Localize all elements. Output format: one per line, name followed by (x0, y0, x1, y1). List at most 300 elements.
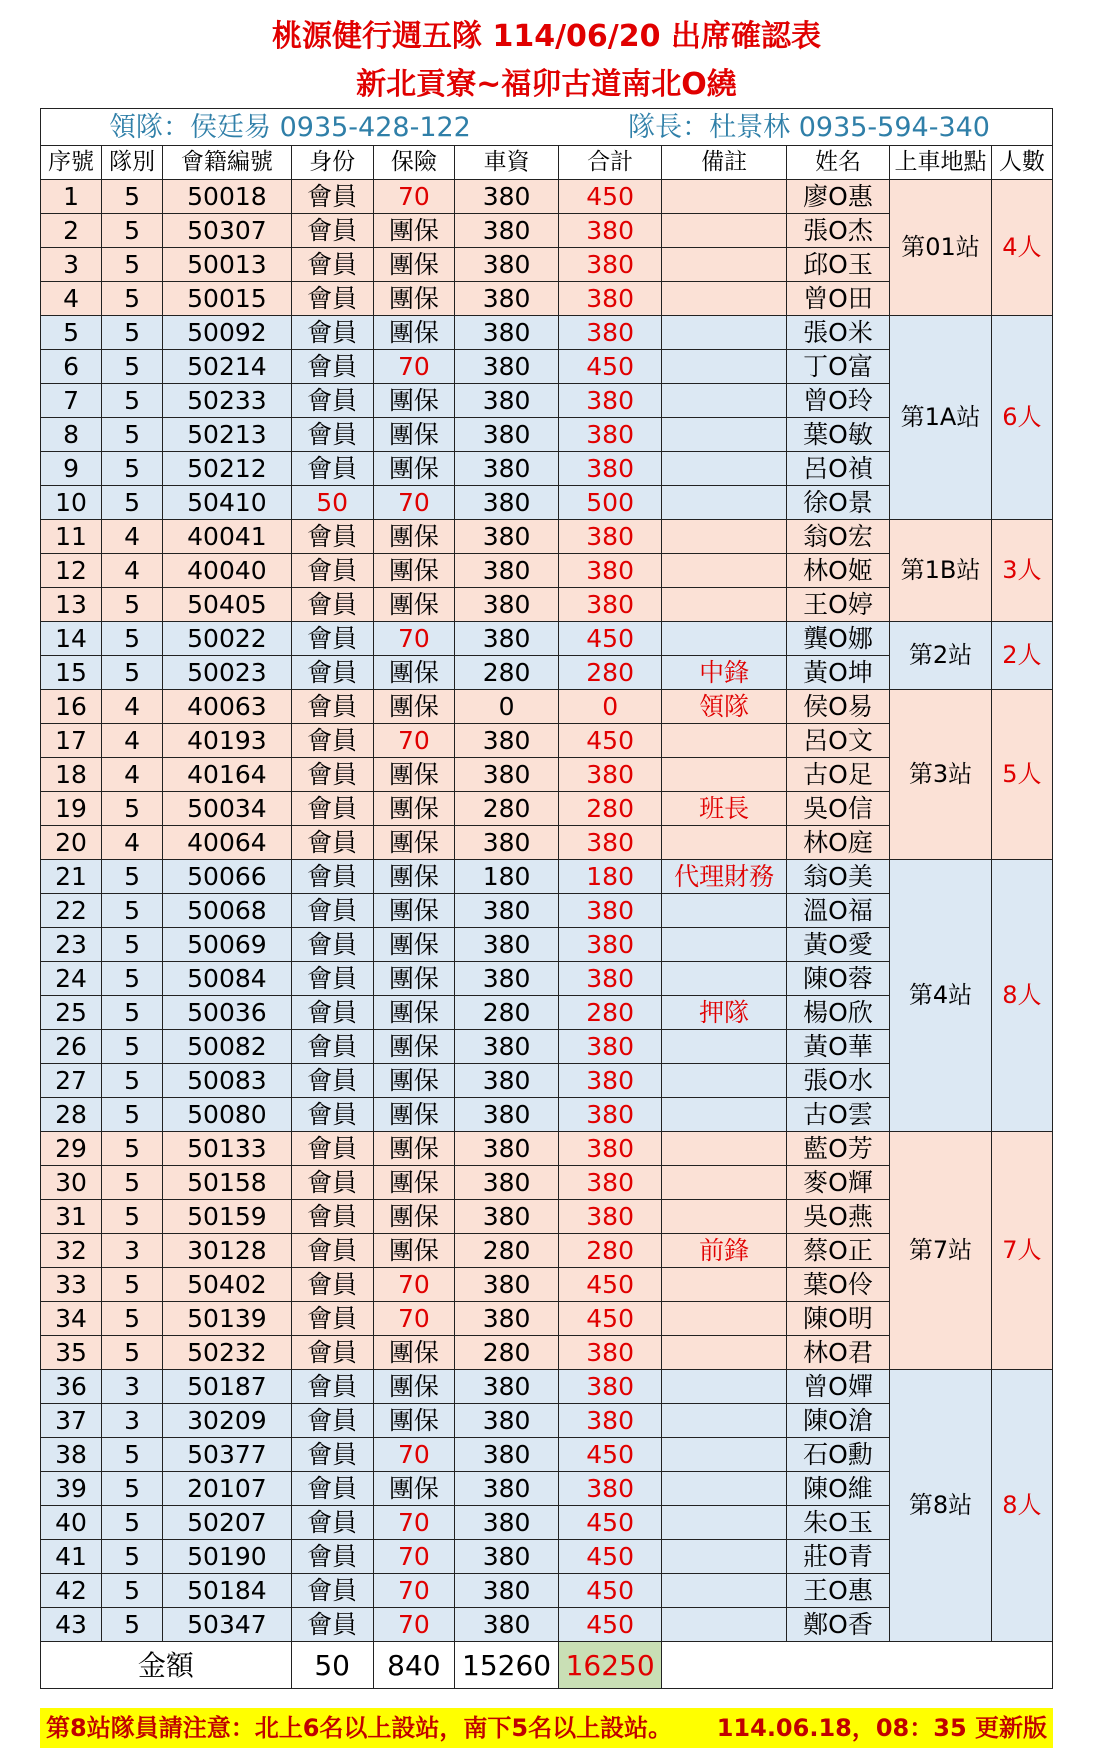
column-header: 序號 (41, 146, 102, 180)
cell-隊別: 5 (102, 1506, 163, 1540)
cell-車資: 380 (455, 248, 559, 282)
cell-合計: 280 (558, 1234, 662, 1268)
cell-姓名: 曾O玲 (786, 384, 890, 418)
cell-姓名: 吳O燕 (786, 1200, 890, 1234)
cell-合計: 380 (558, 1336, 662, 1370)
cell-身份: 會員 (291, 1098, 373, 1132)
cell-會籍編號: 50133 (163, 1132, 292, 1166)
cell-序號: 23 (41, 928, 102, 962)
cell-保險: 團保 (373, 928, 455, 962)
cell-備註 (662, 1574, 786, 1608)
cell-備註 (662, 1506, 786, 1540)
cell-合計: 380 (558, 316, 662, 350)
cell-合計: 500 (558, 486, 662, 520)
cell-車資: 380 (455, 1030, 559, 1064)
cell-合計: 380 (558, 1030, 662, 1064)
cell-序號: 30 (41, 1166, 102, 1200)
cell-合計: 450 (558, 1268, 662, 1302)
cell-備註 (662, 1404, 786, 1438)
cell-會籍編號: 50139 (163, 1302, 292, 1336)
cell-保險: 團保 (373, 316, 455, 350)
cell-姓名: 黃O愛 (786, 928, 890, 962)
cell-隊別: 5 (102, 1472, 163, 1506)
cell-會籍編號: 50307 (163, 214, 292, 248)
cell-姓名: 黃O華 (786, 1030, 890, 1064)
cell-備註 (662, 384, 786, 418)
cell-保險: 70 (373, 350, 455, 384)
cell-合計: 380 (558, 520, 662, 554)
headcount: 3人 (991, 520, 1052, 622)
cell-保險: 團保 (373, 452, 455, 486)
cell-身份: 會員 (291, 860, 373, 894)
cell-會籍編號: 40041 (163, 520, 292, 554)
cell-身份: 會員 (291, 1540, 373, 1574)
headcount: 4人 (991, 180, 1052, 316)
cell-保險: 團保 (373, 826, 455, 860)
cell-隊別: 5 (102, 1132, 163, 1166)
cell-身份: 會員 (291, 248, 373, 282)
cell-車資: 380 (455, 1506, 559, 1540)
cell-序號: 17 (41, 724, 102, 758)
leader-contact: 領隊：侯廷易 0935-428-122 (109, 111, 471, 143)
cell-車資: 380 (455, 282, 559, 316)
cell-隊別: 5 (102, 248, 163, 282)
cell-保險: 團保 (373, 996, 455, 1030)
cell-序號: 25 (41, 996, 102, 1030)
headcount: 7人 (991, 1132, 1052, 1370)
footer-banner (40, 1708, 1053, 1748)
cell-序號: 16 (41, 690, 102, 724)
cell-姓名: 張O杰 (786, 214, 890, 248)
table-row (41, 1370, 1053, 1404)
cell-序號: 9 (41, 452, 102, 486)
cell-隊別: 5 (102, 1336, 163, 1370)
cell-姓名: 邱O玉 (786, 248, 890, 282)
cell-身份: 會員 (291, 826, 373, 860)
cell-姓名: 廖O惠 (786, 180, 890, 214)
cell-身份: 會員 (291, 316, 373, 350)
cell-姓名: 林O君 (786, 1336, 890, 1370)
cell-隊別: 5 (102, 792, 163, 826)
cell-車資: 380 (455, 1608, 559, 1642)
cell-車資: 380 (455, 1098, 559, 1132)
cell-會籍編號: 20107 (163, 1472, 292, 1506)
cell-序號: 35 (41, 1336, 102, 1370)
summary-fare: 15260 (455, 1642, 559, 1689)
column-header: 隊別 (102, 146, 163, 180)
cell-合計: 380 (558, 1064, 662, 1098)
cell-合計: 380 (558, 248, 662, 282)
cell-車資: 380 (455, 1302, 559, 1336)
cell-合計: 380 (558, 214, 662, 248)
cell-會籍編號: 50214 (163, 350, 292, 384)
cell-合計: 450 (558, 1438, 662, 1472)
captain-contact: 隊長：杜景林 0935-594-340 (628, 111, 990, 143)
cell-身份: 50 (291, 486, 373, 520)
cell-序號: 6 (41, 350, 102, 384)
cell-車資: 380 (455, 894, 559, 928)
column-header: 會籍編號 (163, 146, 292, 180)
cell-車資: 280 (455, 1336, 559, 1370)
cell-隊別: 4 (102, 826, 163, 860)
cell-隊別: 5 (102, 656, 163, 690)
cell-保險: 團保 (373, 282, 455, 316)
cell-合計: 450 (558, 1540, 662, 1574)
cell-姓名: 林O庭 (786, 826, 890, 860)
cell-姓名: 鄭O香 (786, 1608, 890, 1642)
cell-姓名: 王O婷 (786, 588, 890, 622)
cell-備註: 前鋒 (662, 1234, 786, 1268)
cell-保險: 70 (373, 1302, 455, 1336)
cell-會籍編號: 50212 (163, 452, 292, 486)
cell-合計: 450 (558, 1608, 662, 1642)
headcount: 2人 (991, 622, 1052, 690)
cell-車資: 380 (455, 316, 559, 350)
cell-會籍編號: 50402 (163, 1268, 292, 1302)
cell-會籍編號: 50034 (163, 792, 292, 826)
cell-車資: 380 (455, 1540, 559, 1574)
cell-備註 (662, 724, 786, 758)
cell-合計: 380 (558, 1132, 662, 1166)
cell-身份: 會員 (291, 1030, 373, 1064)
boarding-station: 第8站 (890, 1370, 991, 1642)
summary-insurance: 840 (373, 1642, 455, 1689)
cell-保險: 70 (373, 180, 455, 214)
cell-身份: 會員 (291, 758, 373, 792)
cell-備註: 班長 (662, 792, 786, 826)
cell-隊別: 5 (102, 1098, 163, 1132)
cell-序號: 14 (41, 622, 102, 656)
cell-序號: 38 (41, 1438, 102, 1472)
cell-身份: 會員 (291, 1064, 373, 1098)
cell-序號: 37 (41, 1404, 102, 1438)
cell-合計: 280 (558, 656, 662, 690)
cell-身份: 會員 (291, 1166, 373, 1200)
cell-保險: 團保 (373, 962, 455, 996)
cell-序號: 34 (41, 1302, 102, 1336)
cell-隊別: 5 (102, 180, 163, 214)
cell-車資: 380 (455, 180, 559, 214)
summary-total: 16250 (558, 1642, 662, 1689)
cell-合計: 450 (558, 180, 662, 214)
cell-保險: 團保 (373, 248, 455, 282)
cell-保險: 團保 (373, 894, 455, 928)
cell-備註 (662, 214, 786, 248)
cell-姓名: 葉O敏 (786, 418, 890, 452)
cell-會籍編號: 50347 (163, 1608, 292, 1642)
cell-保險: 團保 (373, 656, 455, 690)
cell-身份: 會員 (291, 180, 373, 214)
cell-車資: 380 (455, 1370, 559, 1404)
cell-車資: 380 (455, 1064, 559, 1098)
cell-序號: 13 (41, 588, 102, 622)
cell-備註 (662, 622, 786, 656)
cell-保險: 團保 (373, 214, 455, 248)
cell-隊別: 3 (102, 1234, 163, 1268)
cell-會籍編號: 40164 (163, 758, 292, 792)
column-header: 姓名 (786, 146, 890, 180)
cell-備註 (662, 1200, 786, 1234)
cell-隊別: 4 (102, 520, 163, 554)
cell-身份: 會員 (291, 554, 373, 588)
cell-姓名: 曾O田 (786, 282, 890, 316)
cell-會籍編號: 40193 (163, 724, 292, 758)
cell-身份: 會員 (291, 214, 373, 248)
cell-車資: 380 (455, 1574, 559, 1608)
cell-保險: 團保 (373, 758, 455, 792)
cell-車資: 380 (455, 826, 559, 860)
cell-隊別: 5 (102, 1438, 163, 1472)
cell-會籍編號: 50069 (163, 928, 292, 962)
cell-合計: 380 (558, 1404, 662, 1438)
cell-序號: 24 (41, 962, 102, 996)
cell-身份: 會員 (291, 1234, 373, 1268)
cell-姓名: 古O雲 (786, 1098, 890, 1132)
column-header: 上車地點 (890, 146, 991, 180)
cell-會籍編號: 50159 (163, 1200, 292, 1234)
attendance-table (40, 108, 1053, 1689)
cell-合計: 450 (558, 1302, 662, 1336)
cell-保險: 團保 (373, 384, 455, 418)
cell-保險: 團保 (373, 1064, 455, 1098)
cell-合計: 280 (558, 996, 662, 1030)
cell-車資: 380 (455, 418, 559, 452)
cell-車資: 280 (455, 1234, 559, 1268)
cell-備註 (662, 1166, 786, 1200)
cell-會籍編號: 50068 (163, 894, 292, 928)
cell-合計: 450 (558, 1506, 662, 1540)
cell-身份: 會員 (291, 1370, 373, 1404)
cell-會籍編號: 50158 (163, 1166, 292, 1200)
cell-會籍編號: 50066 (163, 860, 292, 894)
cell-車資: 380 (455, 384, 559, 418)
cell-合計: 0 (558, 690, 662, 724)
boarding-station: 第2站 (890, 622, 991, 690)
cell-會籍編號: 50233 (163, 384, 292, 418)
cell-身份: 會員 (291, 928, 373, 962)
cell-會籍編號: 50092 (163, 316, 292, 350)
cell-身份: 會員 (291, 1472, 373, 1506)
cell-會籍編號: 50405 (163, 588, 292, 622)
cell-隊別: 5 (102, 452, 163, 486)
cell-備註 (662, 962, 786, 996)
cell-備註 (662, 486, 786, 520)
cell-合計: 380 (558, 962, 662, 996)
cell-合計: 380 (558, 894, 662, 928)
cell-序號: 18 (41, 758, 102, 792)
cell-姓名: 呂O文 (786, 724, 890, 758)
cell-備註 (662, 1302, 786, 1336)
cell-姓名: 龔O娜 (786, 622, 890, 656)
cell-保險: 70 (373, 1506, 455, 1540)
cell-車資: 380 (455, 622, 559, 656)
cell-車資: 380 (455, 486, 559, 520)
cell-合計: 380 (558, 1166, 662, 1200)
cell-隊別: 5 (102, 1200, 163, 1234)
cell-姓名: 朱O玉 (786, 1506, 890, 1540)
cell-姓名: 曾O嬋 (786, 1370, 890, 1404)
summary-label: 金額 (41, 1642, 292, 1689)
cell-合計: 380 (558, 1200, 662, 1234)
cell-姓名: 黃O坤 (786, 656, 890, 690)
cell-合計: 450 (558, 1574, 662, 1608)
cell-備註 (662, 282, 786, 316)
cell-序號: 4 (41, 282, 102, 316)
cell-隊別: 5 (102, 1268, 163, 1302)
cell-保險: 70 (373, 622, 455, 656)
boarding-station: 第01站 (890, 180, 991, 316)
cell-姓名: 藍O芳 (786, 1132, 890, 1166)
cell-隊別: 5 (102, 1574, 163, 1608)
cell-合計: 380 (558, 554, 662, 588)
cell-會籍編號: 50207 (163, 1506, 292, 1540)
cell-身份: 會員 (291, 384, 373, 418)
cell-隊別: 5 (102, 486, 163, 520)
cell-會籍編號: 50023 (163, 656, 292, 690)
cell-序號: 1 (41, 180, 102, 214)
cell-序號: 42 (41, 1574, 102, 1608)
cell-會籍編號: 50084 (163, 962, 292, 996)
cell-車資: 380 (455, 1472, 559, 1506)
cell-身份: 會員 (291, 1404, 373, 1438)
cell-保險: 團保 (373, 1132, 455, 1166)
cell-會籍編號: 50377 (163, 1438, 292, 1472)
footer-version: 114.06.18，08：35 更新版 (716, 1714, 1047, 1742)
cell-車資: 380 (455, 1132, 559, 1166)
cell-保險: 團保 (373, 520, 455, 554)
cell-姓名: 石O勳 (786, 1438, 890, 1472)
cell-合計: 380 (558, 928, 662, 962)
cell-姓名: 陳O維 (786, 1472, 890, 1506)
cell-會籍編號: 50013 (163, 248, 292, 282)
summary-blank (662, 1642, 1053, 1689)
cell-身份: 會員 (291, 350, 373, 384)
cell-車資: 380 (455, 588, 559, 622)
cell-保險: 70 (373, 1268, 455, 1302)
table-row (41, 316, 1053, 350)
cell-姓名: 張O米 (786, 316, 890, 350)
cell-序號: 7 (41, 384, 102, 418)
cell-備註 (662, 1098, 786, 1132)
cell-保險: 團保 (373, 554, 455, 588)
cell-隊別: 5 (102, 1540, 163, 1574)
cell-隊別: 4 (102, 724, 163, 758)
cell-合計: 450 (558, 622, 662, 656)
cell-車資: 380 (455, 1200, 559, 1234)
cell-姓名: 翁O宏 (786, 520, 890, 554)
cell-身份: 會員 (291, 996, 373, 1030)
cell-合計: 380 (558, 282, 662, 316)
cell-備註 (662, 1132, 786, 1166)
cell-身份: 會員 (291, 1608, 373, 1642)
contact-row (41, 109, 1053, 146)
cell-車資: 380 (455, 520, 559, 554)
cell-序號: 41 (41, 1540, 102, 1574)
cell-隊別: 5 (102, 418, 163, 452)
cell-隊別: 4 (102, 554, 163, 588)
cell-車資: 380 (455, 962, 559, 996)
cell-保險: 團保 (373, 1166, 455, 1200)
cell-合計: 380 (558, 588, 662, 622)
table-row (41, 622, 1053, 656)
cell-車資: 380 (455, 1438, 559, 1472)
cell-車資: 0 (455, 690, 559, 724)
cell-身份: 會員 (291, 418, 373, 452)
cell-隊別: 5 (102, 1302, 163, 1336)
cell-合計: 380 (558, 758, 662, 792)
cell-會籍編號: 50190 (163, 1540, 292, 1574)
cell-姓名: 吳O信 (786, 792, 890, 826)
cell-合計: 380 (558, 418, 662, 452)
cell-會籍編號: 50080 (163, 1098, 292, 1132)
cell-會籍編號: 50036 (163, 996, 292, 1030)
cell-姓名: 陳O蓉 (786, 962, 890, 996)
cell-車資: 380 (455, 1404, 559, 1438)
column-header: 保險 (373, 146, 455, 180)
cell-隊別: 5 (102, 860, 163, 894)
cell-身份: 會員 (291, 1438, 373, 1472)
cell-身份: 會員 (291, 690, 373, 724)
cell-保險: 團保 (373, 1336, 455, 1370)
cell-備註 (662, 1370, 786, 1404)
column-header: 備註 (662, 146, 786, 180)
column-header: 身份 (291, 146, 373, 180)
cell-序號: 32 (41, 1234, 102, 1268)
cell-備註 (662, 1336, 786, 1370)
cell-合計: 450 (558, 350, 662, 384)
cell-保險: 團保 (373, 1030, 455, 1064)
cell-隊別: 5 (102, 962, 163, 996)
cell-姓名: 徐O景 (786, 486, 890, 520)
cell-序號: 5 (41, 316, 102, 350)
cell-合計: 380 (558, 452, 662, 486)
cell-隊別: 5 (102, 1608, 163, 1642)
cell-姓名: 王O惠 (786, 1574, 890, 1608)
cell-序號: 39 (41, 1472, 102, 1506)
cell-會籍編號: 50018 (163, 180, 292, 214)
cell-會籍編號: 50410 (163, 486, 292, 520)
cell-車資: 380 (455, 554, 559, 588)
cell-保險: 團保 (373, 1370, 455, 1404)
cell-身份: 會員 (291, 894, 373, 928)
cell-身份: 會員 (291, 1574, 373, 1608)
footer-note: 第8站隊員請注意：北上6名以上設站，南下5名以上設站。 (46, 1714, 673, 1742)
cell-備註 (662, 588, 786, 622)
cell-身份: 會員 (291, 1200, 373, 1234)
cell-序號: 21 (41, 860, 102, 894)
cell-保險: 團保 (373, 1404, 455, 1438)
column-header: 合計 (558, 146, 662, 180)
cell-備註 (662, 520, 786, 554)
cell-備註 (662, 1472, 786, 1506)
cell-序號: 19 (41, 792, 102, 826)
cell-車資: 380 (455, 724, 559, 758)
cell-序號: 43 (41, 1608, 102, 1642)
cell-備註 (662, 1030, 786, 1064)
cell-身份: 會員 (291, 792, 373, 826)
cell-序號: 22 (41, 894, 102, 928)
cell-隊別: 5 (102, 1030, 163, 1064)
cell-序號: 33 (41, 1268, 102, 1302)
cell-保險: 團保 (373, 588, 455, 622)
headcount: 8人 (991, 1370, 1052, 1642)
cell-隊別: 5 (102, 350, 163, 384)
cell-姓名: 陳O明 (786, 1302, 890, 1336)
cell-序號: 20 (41, 826, 102, 860)
cell-序號: 12 (41, 554, 102, 588)
cell-車資: 380 (455, 214, 559, 248)
cell-車資: 380 (455, 350, 559, 384)
